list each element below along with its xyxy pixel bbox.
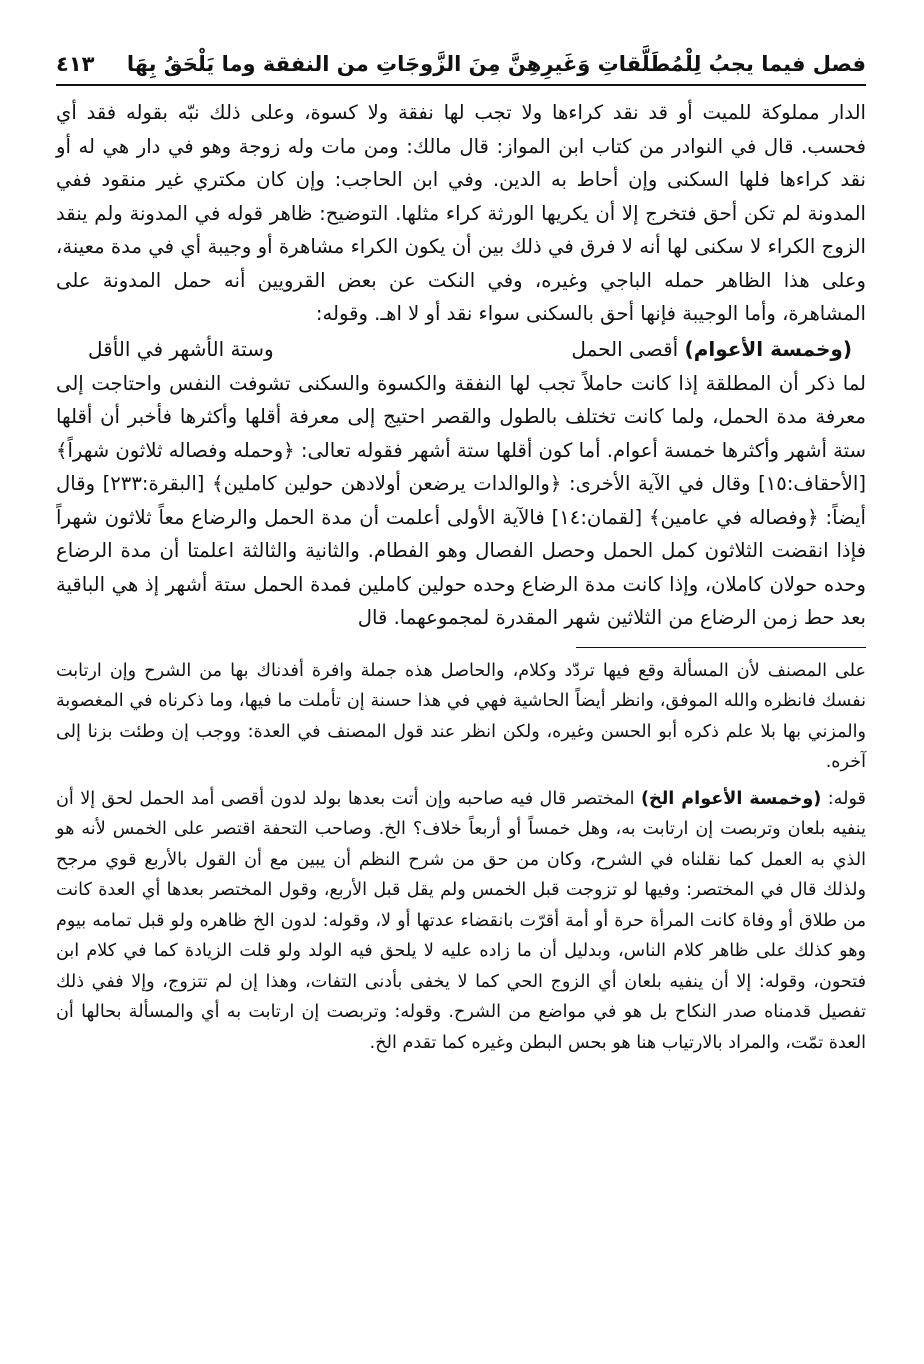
footnote-separator	[576, 647, 866, 648]
footnote-paragraph-1: على المصنف لأن المسألة وقع فيها تردّد وكلام، والحاصل هذه جملة وافرة أفدناك بها من الشرح وإن ارتابت نفسك فانظره والله الموفق، وانظر أيضاً الحاشية فهي في هذا حسنة إن تأملت ما فيها، وما ذكرناه في المغصوبة والمزني بها بلا علم ذكره أبو الحسن وغيره، ولكن انظر عند قول المصنف في العدة: ووجب إن وطئت بزنا إلى آخره.	[56, 660, 866, 772]
verse-lemma-bold: (وخمسة الأعوام)	[684, 336, 852, 361]
footnote-paragraph-2	[56, 784, 866, 1059]
verse-first-hemistich-rest: أقصى الحمل	[571, 336, 679, 361]
verse-first-hemistich	[571, 331, 852, 367]
footnotes	[56, 656, 866, 1059]
footnote-body: المختصر قال فيه صاحبه وإن أتت بعدها بولد لدون أقصى أمد الحمل لحق إلا أن ينفيه بلعان وتربصت إن ارتابت به، وهل خمساً أو أربعاً خلاف؟ الخ. وصاحب التحفة اقتصر على الخمس لأنه هو الذي به العمل كما نقلناه في الشرح، وكان من حق من شرح النظم أن يبين مع أن القول بالأربع قوي مرجح ولذلك قال في المختصر: وفيها لو تزوجت قبل الخمس ولم يقل قبل الأربع، وقول المختصر بعدها أي العدة كانت من طلاق أو وفاة كانت المرأة حرة أو أمة أقرّت بانقضاء عدتها أو لا، وقوله: لدون الخ ظاهره ولو قبل تمامه بيوم وهو كذلك على ظاهر كلام الناس، وبدليل أن ما زاده عليه لا يلحق فيه الولد ولو قلت الزيادة كما في كلام ابن فتحون، وقوله: إلا أن ينفيه بلعان أي الزوج الحي كما لا يخفى بأدنى التفات، وهذا إن لم تتزوج، وإلا ففي ذلك تفصيل قدمناه صدر النكاح بل هو في مواضع من الشرح. وقوله: وتربصت إن ارتابت به أي والمسألة بحالها أن العدة تمّت، والمراد بالارتياب هنا هو بحس البطن وغيره كما تقدم الخ.	[56, 788, 866, 1053]
verse-second-hemistich: وستة الأشهر في الأقل	[88, 336, 274, 361]
main-paragraph-2: لما ذكر أن المطلقة إذا كانت حاملاً تجب لها النفقة والكسوة والسكنى تشوفت النفس واحتاجت إلى معرفة مدة الحمل، ولما كانت تختلف بالطول والقصر احتيج إلى معرفة أقلها وأكثرها فأخبر أن أقلها ستة أشهر وأكثرها خمسة أعوام. أما كون أقلها ستة أشهر فقوله تعالى: ﴿وحمله وفصاله ثلاثون شهراً﴾ [الأحقاف:١٥] وقال في الآية الأخرى: ﴿والوالدات يرضعن أولادهن حولين كاملين﴾ [البقرة:٢٣٣] وقال أيضاً: ﴿وفصاله في عامين﴾ [لقمان:١٤] فالآية الأولى أعلمت أن مدة الحمل والرضاع معاً ثلاثون شهراً فإذا انقضت الثلاثون كمل الحمل وحصل الفصال وهو الفطام. والثانية والثالثة اعلمتا أن مدة الرضاع وحده حولان كاملان، وإذا كانت مدة الرضاع وحده حولين كاملين فمدة الحمل ستة أشهر إذ هي الباقية بعد حط زمن الرضاع من الثلاثين شهر المقدرة لمجموعهما. قال	[56, 371, 866, 629]
footnote-lemma-bold: (وخمسة الأعوام الخ)	[640, 788, 822, 809]
poem-verse	[56, 331, 866, 367]
main-paragraph-1: الدار مملوكة للميت أو قد نقد كراءها ولا تجب لها نفقة ولا كسوة، وعلى ذلك نبّه بقوله فقد أي فحسب. قال في النوادر من كتاب ابن المواز: قال مالك: ومن مات وله زوجة وهو في دار هي له أو نقد كراءها فلها السكنى وإن أحاط به الدين. وفي ابن الحاجب: وإن كان مكتري غير منقود ففي المدونة لم تكن أحق فتخرج إلا أن يكريها الورثة كراء مثلها. التوضيح: ظاهر قوله في المدونة ولم ينقد الزوج الكراء لا سكنى لها أنه لا فرق في ذلك بين أن يكون الكراء مشاهرة أو وجيبة أي في مدة معينة، وعلى هذا الظاهر حمله الباجي وغيره، وفي النكت عن بعض القرويين أنه حمل المدونة على المشاهرة، وأما الوجيبة فإنها أحق بالسكنى سواء نقد أو لا اهـ. وقوله:	[56, 101, 866, 325]
running-title: فصل فيما يجبُ لِلْمُطَلَّقاتِ وَغَيرِهِنَّ مِنَ الزَّوجَاتِ من النفقة وما يَلْحَقُ بِهَا	[126, 52, 866, 76]
running-header	[56, 48, 866, 86]
footnote-intro: قوله:	[827, 788, 866, 809]
main-text	[56, 96, 866, 635]
page-number: ٤١٣	[56, 52, 95, 76]
